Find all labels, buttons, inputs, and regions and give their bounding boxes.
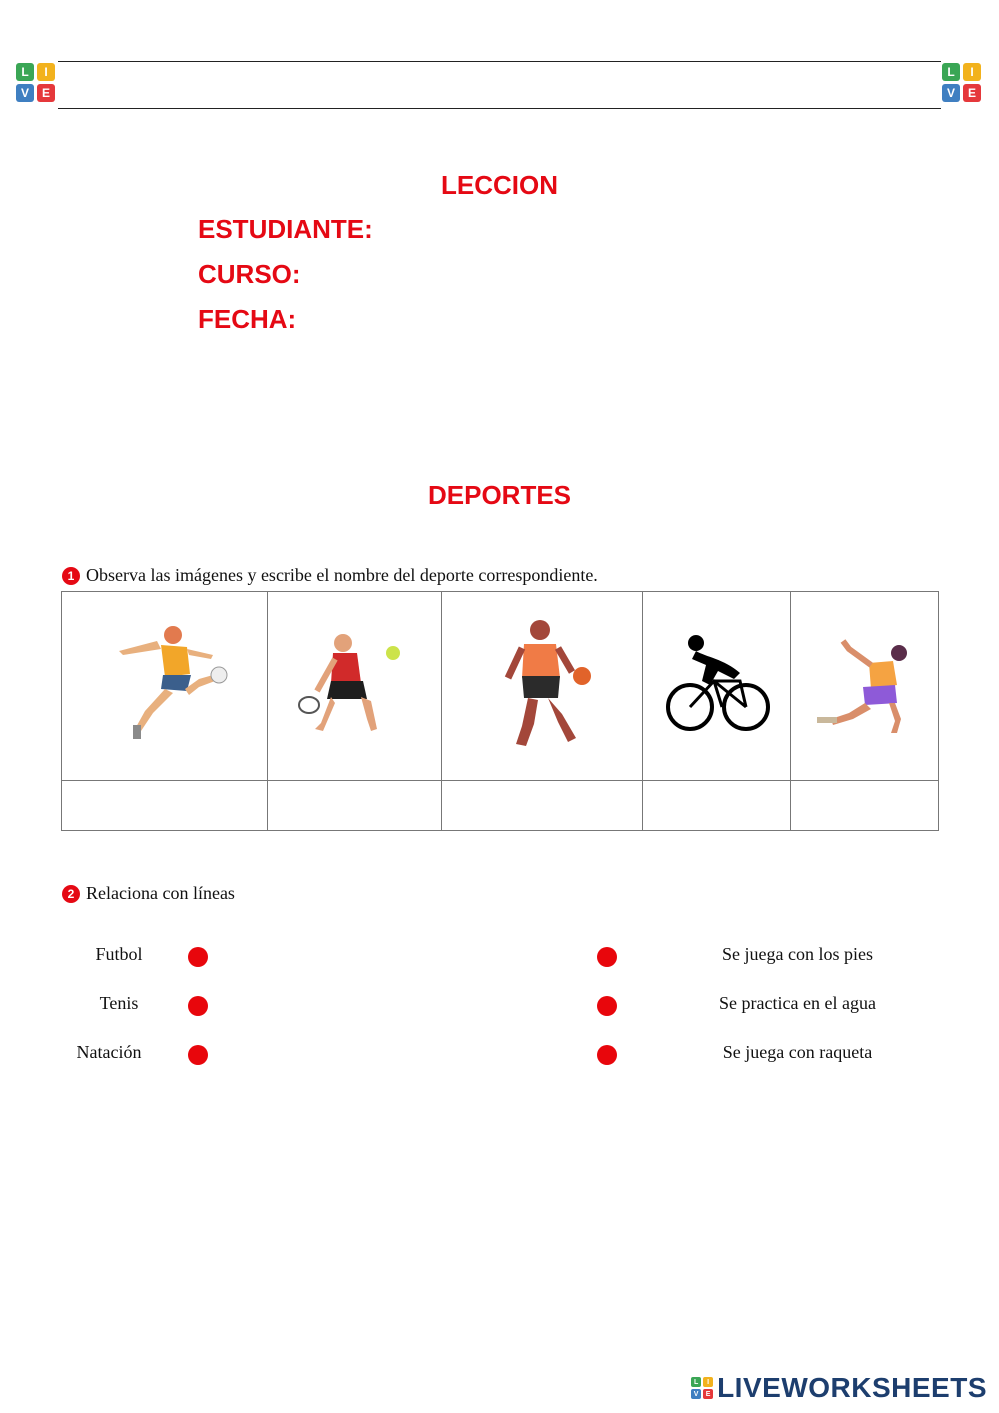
logo-letter-v: V — [691, 1389, 701, 1399]
tennis-player-image — [295, 619, 415, 749]
cyclist-image — [662, 629, 772, 739]
live-logo-right — [942, 63, 982, 103]
logo-letter-v: V — [942, 84, 960, 102]
soccer-player-image — [95, 619, 235, 749]
header-line-bottom — [58, 108, 941, 109]
logo-letter-v: V — [16, 84, 34, 102]
soccer-cell — [62, 592, 268, 781]
logo-letter-l: L — [942, 63, 960, 81]
answer-cell-soccer[interactable] — [62, 781, 268, 831]
exercise-2-text: Relaciona con líneas — [86, 883, 235, 903]
match-right-2: Se practica en el agua — [719, 993, 876, 1013]
answer-cell-running[interactable] — [791, 781, 939, 831]
match-left-natacion: Natación — [76, 1042, 142, 1062]
basketball-player-image — [482, 614, 602, 754]
match-dot-right-3[interactable] — [597, 1045, 617, 1065]
logo-letter-l: L — [691, 1377, 701, 1387]
logo-letter-e: E — [37, 84, 55, 102]
header-line-top — [58, 61, 941, 62]
exercise-number-badge: 1 — [62, 567, 80, 585]
logo-letter-i: I — [963, 63, 981, 81]
student-label: ESTUDIANTE: — [198, 214, 373, 244]
match-left-futbol: Futbol — [95, 944, 143, 964]
exercise-1-instruction — [62, 565, 598, 586]
image-row — [62, 592, 939, 781]
match-dot-left-2[interactable] — [188, 996, 208, 1016]
section-title: DEPORTES — [427, 480, 572, 510]
exercise-2-instruction — [62, 883, 235, 904]
answer-row — [62, 781, 939, 831]
lesson-title: LECCION — [441, 170, 558, 200]
sports-table — [61, 591, 939, 831]
footer-brand — [691, 1372, 987, 1404]
match-right-1: Se juega con los pies — [722, 944, 873, 964]
cycling-cell — [642, 592, 790, 781]
logo-letter-e: E — [963, 84, 981, 102]
footer-brand-text: LIVEWORKSHEETS — [717, 1372, 987, 1403]
answer-cell-basketball[interactable] — [442, 781, 643, 831]
course-label: CURSO: — [198, 259, 301, 289]
live-logo-left — [16, 63, 56, 103]
date-label: FECHA: — [198, 304, 297, 334]
logo-letter-l: L — [16, 63, 34, 81]
match-dot-left-1[interactable] — [188, 947, 208, 967]
match-dot-right-2[interactable] — [597, 996, 617, 1016]
running-cell — [791, 592, 939, 781]
match-dot-left-3[interactable] — [188, 1045, 208, 1065]
match-dot-right-1[interactable] — [597, 947, 617, 967]
logo-letter-i: I — [703, 1377, 713, 1387]
answer-cell-tennis[interactable] — [268, 781, 442, 831]
logo-letter-e: E — [703, 1389, 713, 1399]
tennis-cell — [268, 592, 442, 781]
answer-cell-cycling[interactable] — [642, 781, 790, 831]
exercise-number-badge: 2 — [62, 885, 80, 903]
basketball-cell — [442, 592, 643, 781]
sprinter-image — [805, 629, 925, 739]
logo-letter-i: I — [37, 63, 55, 81]
exercise-1-text: Observa las imágenes y escribe el nombre del deporte correspondiente. — [86, 565, 598, 585]
live-logo-small — [691, 1377, 713, 1399]
match-left-tenis: Tenis — [99, 993, 139, 1013]
match-right-3: Se juega con raqueta — [722, 1042, 873, 1062]
